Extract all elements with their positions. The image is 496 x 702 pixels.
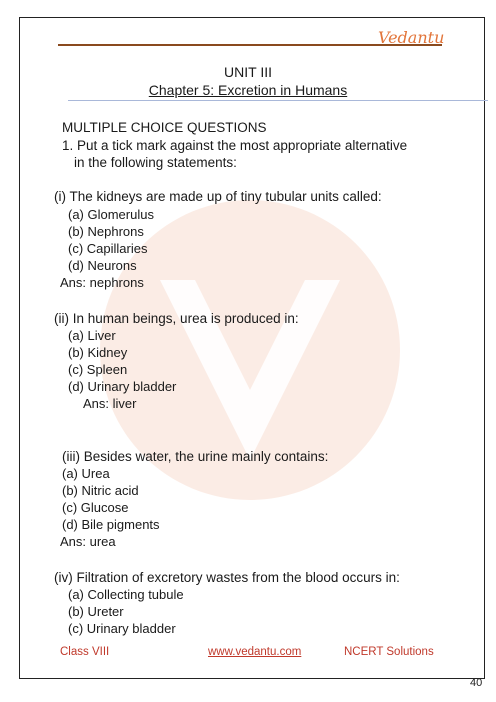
q2-answer: Ans: liver (83, 396, 137, 411)
footer-label: NCERT Solutions (344, 646, 434, 658)
question-2: (ii) In human beings, urea is produced in: (54, 311, 299, 326)
page-number: 40 (470, 677, 483, 689)
footer-class: Class VIII (60, 646, 110, 658)
question-3: (iii) Besides water, the urine mainly contains: (62, 449, 329, 464)
instruction-line-1: 1. Put a tick mark against the most appropriate alternative (62, 138, 408, 153)
chapter-title: Chapter 5: Excretion in Humans (148, 82, 348, 98)
q4-option-c: (c) Urinary bladder (68, 621, 176, 636)
q3-option-d: (d) Bile pigments (62, 517, 160, 532)
q2-option-d: (d) Urinary bladder (68, 379, 177, 394)
q1-answer: Ans: nephrons (60, 275, 144, 290)
q3-option-a: (a) Urea (62, 466, 110, 481)
unit-title: UNIT III (224, 64, 272, 80)
q3-option-c: (c) Glucose (62, 500, 129, 515)
q3-option-b: (b) Nitric acid (62, 483, 139, 498)
q1-option-b: (b) Nephrons (68, 224, 144, 239)
q2-option-b: (b) Kidney (68, 345, 128, 360)
chapter-rule (68, 100, 488, 101)
q2-option-c: (c) Spleen (68, 362, 128, 377)
q1-option-a: (a) Glomerulus (68, 207, 154, 222)
q1-option-c: (c) Capillaries (68, 241, 148, 256)
question-1: (i) The kidneys are made up of tiny tubular units called: (54, 189, 382, 204)
brand-logo: Vedantu (378, 28, 445, 47)
q4-option-b: (b) Ureter (68, 604, 124, 619)
section-title: MULTIPLE CHOICE QUESTIONS (62, 120, 267, 135)
q3-answer: Ans: urea (60, 534, 116, 549)
question-4: (iv) Filtration of excretory wastes from the blood occurs in: (54, 570, 400, 585)
q1-option-d: (d) Neurons (68, 258, 137, 273)
q2-option-a: (a) Liver (68, 328, 116, 343)
q4-option-a: (a) Collecting tubule (68, 587, 184, 602)
footer-site-link[interactable]: www.vedantu.com (208, 646, 302, 658)
instruction-line-2: in the following statements: (74, 155, 237, 170)
